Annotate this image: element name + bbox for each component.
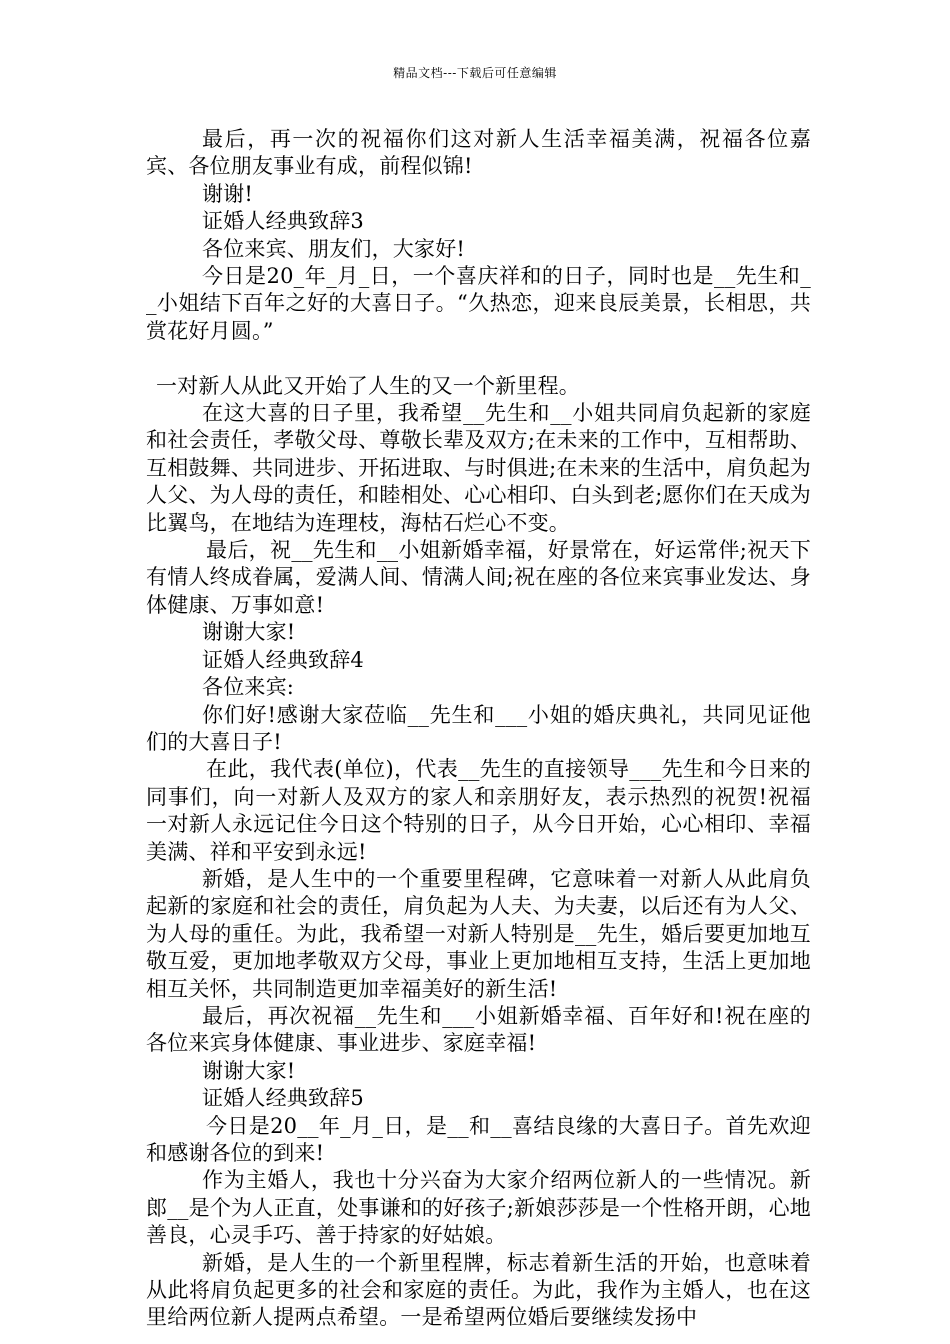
paragraph: 作为主婚人，我也十分兴奋为大家介绍两位新人的一些情况。新郎__是个为人正直，处事谦和的好孩子;新娘莎莎是一个性格开朗，心地善良，心灵手巧、善于持家的好姑娘。 [146, 1168, 811, 1248]
paragraph: 谢谢! [202, 181, 254, 206]
paragraph: 谢谢大家! [202, 1058, 296, 1083]
paragraph: 最后，再次祝福__先生和___小姐新婚幸福、百年好和!祝在座的各位来宾身体健康、事业进步、家庭幸福! [146, 1003, 811, 1056]
section-heading: 证婚人经典致辞4 [202, 647, 364, 672]
paragraph: 谢谢大家! [202, 620, 296, 645]
paragraph: 一对新人从此又开始了人生的又一个新里程。 [156, 373, 580, 398]
paragraph: 各位来宾: [202, 675, 295, 700]
document-body [146, 126, 811, 1332]
paragraph: 各位来宾、朋友们，大家好! [202, 236, 466, 261]
paragraph: 最后，再一次的祝福你们这对新人生活幸福美满，祝福各位嘉宾、各位朋友事业有成，前程似锦! [146, 127, 811, 179]
blank-line [146, 345, 811, 372]
paragraph: 今日是20__年_月_日，是__和__喜结良缘的大喜日子。首先欢迎和感谢各位的到来! [146, 1113, 811, 1166]
paragraph: 最后，祝__先生和__小姐新婚幸福，好景常在，好运常伴;祝天下有情人终成眷属，爱满人间、情满人间;祝在座的各位来宾事业发达、身体健康、万事如意! [146, 538, 811, 617]
paragraph: 今日是20_年_月_日，一个喜庆祥和的日子，同时也是__先生和__小姐结下百年之好的大喜日子。“久热恋，迎来良辰美景，长相思，共赏花好月圆。” [146, 264, 811, 343]
section-heading: 证婚人经典致辞3 [202, 209, 364, 234]
section-heading: 证婚人经典致辞5 [202, 1086, 364, 1111]
paragraph: 新婚，是人生中的一个重要里程碑，它意味着一对新人从此肩负起新的家庭和社会的责任，肩负起为人夫、为夫妻，以后还有为人父、为人母的重任。为此，我希望一对新人特别是__先生，婚后要更加地互敬互爱，更加地孝敬双方父母，事业上更加地相互支持，生活上更加地相互关怀，共同制造更加幸福美好的新生活! [146, 866, 811, 1001]
paragraph: 新婚，是人生的一个新里程牌，标志着新生活的开始，也意味着从此将肩负起更多的社会和家庭的责任。为此，我作为主婚人，也在这里给两位新人提两点希望。一是希望两位婚后要继续发扬中 [146, 1250, 811, 1330]
paragraph: 在此，我代表(单位)，代表__先生的直接领导___先生和今日来的同事们，向一对新人及双方的家人和亲朋好友，表示热烈的祝贺!祝福一对新人永远记住今日这个特别的日子，从今日开始，心心相印、幸福美满、祥和平安到永远! [146, 757, 811, 864]
paragraph: 在这大喜的日子里，我希望__先生和__小姐共同肩负起新的家庭和社会责任，孝敬父母、尊敬长辈及双方;在未来的工作中，互相帮助、互相鼓舞、共同进步、开拓进取、与时俱进;在未来的生活中，肩负起为人父、为人母的责任，和睦相处、心心相印、白头到老;愿你们在天成为比翼鸟，在地结为连理枝，海枯石烂心不变。 [146, 401, 811, 535]
page-header: 精品文档---下载后可任意编辑 [393, 66, 557, 80]
paragraph: 你们好!感谢大家莅临__先生和___小姐的婚庆典礼，共同见证他们的大喜日子! [146, 702, 811, 754]
